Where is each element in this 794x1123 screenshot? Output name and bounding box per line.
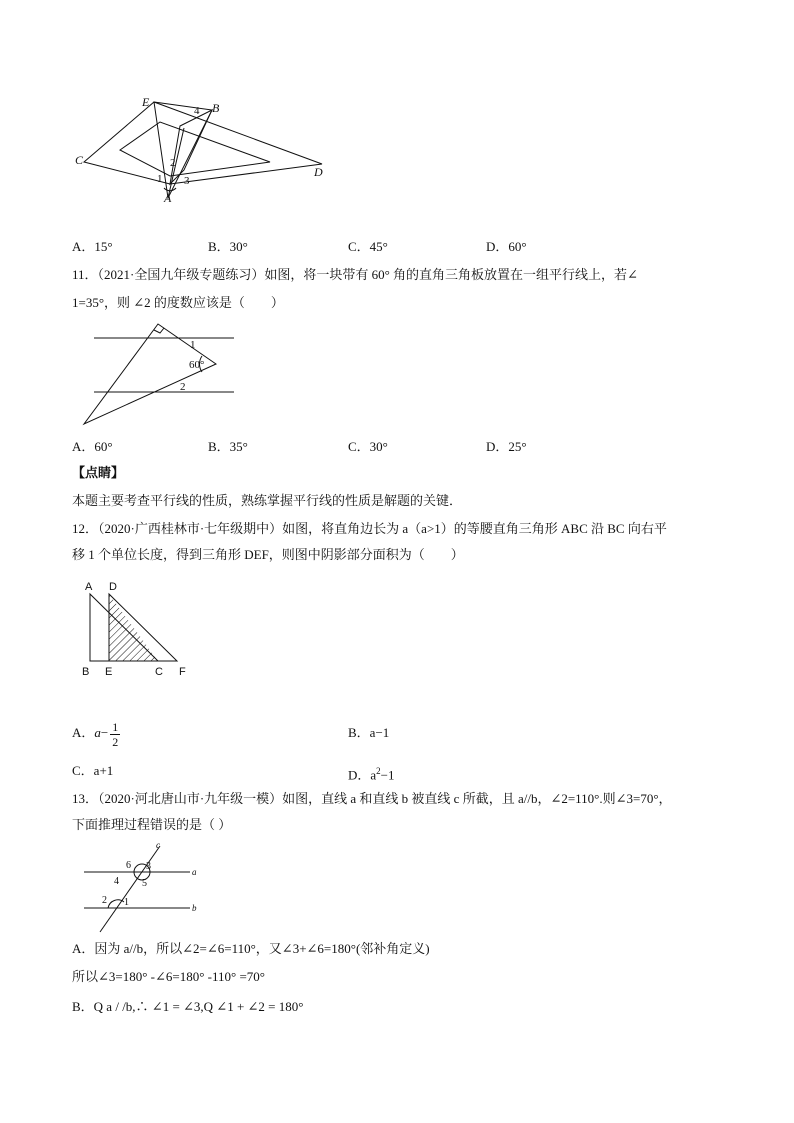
q12-option-a-prefix: A． — [72, 725, 95, 740]
q11-option-d: D．25° — [486, 439, 527, 454]
fig13-angle-arc-b — [108, 900, 124, 908]
fig13-label-2: 2 — [102, 895, 107, 906]
fig10-inner-quad — [120, 122, 270, 176]
fig12-label-b: B — [82, 666, 90, 678]
figure-q11 — [80, 320, 240, 428]
q12-option-a-numerator: 1 — [112, 719, 119, 734]
q12-stem-line2: 移 1 个单位长度，得到三角形 DEF，则图中阴影部分面积为（ ） — [72, 547, 464, 562]
q12-option-a-minus: − — [100, 725, 109, 740]
q13-stem-line2: 下面推理过程错误的是（ ） — [72, 817, 232, 832]
fig10-label-d: D — [314, 165, 323, 179]
dianjing-text: 本题主要考查平行线的性质，熟练掌握平行线的性质是解题的关键． — [72, 493, 463, 508]
q11-option-c: C．30° — [348, 439, 388, 454]
figure-q12 — [78, 578, 196, 680]
q11-option-b: B．35° — [208, 439, 248, 454]
fig13-label-1: 1 — [124, 897, 129, 908]
q10-option-b: B．30° — [208, 239, 248, 254]
fig13-label-b: b — [192, 903, 197, 913]
fig11-label-2: 2 — [180, 381, 186, 393]
fig12-shaded-region — [109, 594, 158, 661]
q11-option-a: A．60° — [72, 439, 113, 454]
q11-stem-line1: 11．（2021·全国九年级专题练习）如图，将一块带有 60° 角的直角三角板放置在一组平行线上，若∠ — [72, 267, 638, 282]
q10-option-d: D．60° — [486, 239, 527, 254]
q12-stem-line1: 12．（2020·广西桂林市·七年级期中）如图，将直角边长为 a（a>1）的等腰直角三角形 ABC 沿 BC 向右平 — [72, 521, 667, 536]
fig10-label-3: 3 — [184, 175, 190, 187]
fig13-label-5: 5 — [142, 878, 147, 889]
fig12-label-a: A — [85, 581, 93, 593]
q11-stem-line2: 1=35°，则 ∠2 的度数应该是（ ） — [72, 295, 284, 310]
fig10-label-b: B — [212, 101, 220, 115]
q12-option-c: C．a+1 — [72, 763, 114, 778]
fig13-label-6: 6 — [126, 860, 131, 871]
fig10-label-2: 2 — [170, 157, 176, 169]
q12-option-d-suffix: −1 — [380, 767, 395, 783]
q12-option-a-fraction — [110, 720, 120, 749]
fig13-label-a: a — [192, 867, 197, 877]
q13-stem-line1: 13．（2020·河北唐山市·九年级一模）如图，直线 a 和直线 b 被直线 c 所截，且 a//b，∠2=110°.则∠3=70°， — [72, 791, 672, 806]
fig12-label-c: C — [155, 666, 163, 678]
fig10-label-4: 4 — [194, 105, 200, 117]
q13-option-a-line2: 所以∠3=180° -∠6=180° -110° =70° — [72, 969, 266, 984]
fig11-right-angle-mark — [154, 328, 164, 333]
q12-option-d — [348, 762, 395, 784]
fig10-label-a: A — [164, 191, 172, 205]
q10-option-c: C．45° — [348, 239, 388, 254]
q12-option-a-var: a — [94, 725, 101, 740]
q12-option-b: B．a−1 — [348, 725, 390, 740]
fig12-label-f: F — [179, 666, 186, 678]
dianjing-title: 【点睛】 — [72, 465, 125, 480]
fig11-label-60: 60° — [189, 359, 205, 371]
fig12-label-e: E — [105, 666, 113, 678]
figure-q10 — [72, 92, 332, 207]
q12-option-a-denominator: 2 — [112, 734, 119, 749]
fig13-label-4: 4 — [114, 876, 119, 887]
q12-option-d-sup: 2 — [376, 766, 381, 776]
fig12-label-d: D — [109, 581, 117, 593]
fig13-label-3: 3 — [146, 861, 151, 872]
q10-option-a: A．15° — [72, 239, 113, 254]
fig10-label-1: 1 — [157, 173, 163, 185]
fig11-triangle — [84, 324, 216, 424]
fig11-label-1: 1 — [190, 339, 196, 351]
fig13-line-c — [100, 846, 160, 932]
q12-option-d-prefix: D．a — [348, 767, 377, 783]
fig10-label-e: E — [142, 95, 150, 109]
q13-option-b: B．Q a / /b,∴ ∠1 = ∠3,Q ∠1 + ∠2 = 180° — [72, 999, 304, 1014]
q12-option-a — [72, 716, 120, 750]
fig10-triangle-eba — [154, 102, 212, 198]
figure-q13 — [78, 840, 208, 936]
q13-option-a-line1: A．因为 a//b，所以∠2=∠6=110°，又∠3+∠6=180°(邻补角定义) — [72, 941, 430, 956]
fig13-label-c: c — [156, 840, 160, 850]
fig10-label-c: C — [75, 153, 84, 167]
